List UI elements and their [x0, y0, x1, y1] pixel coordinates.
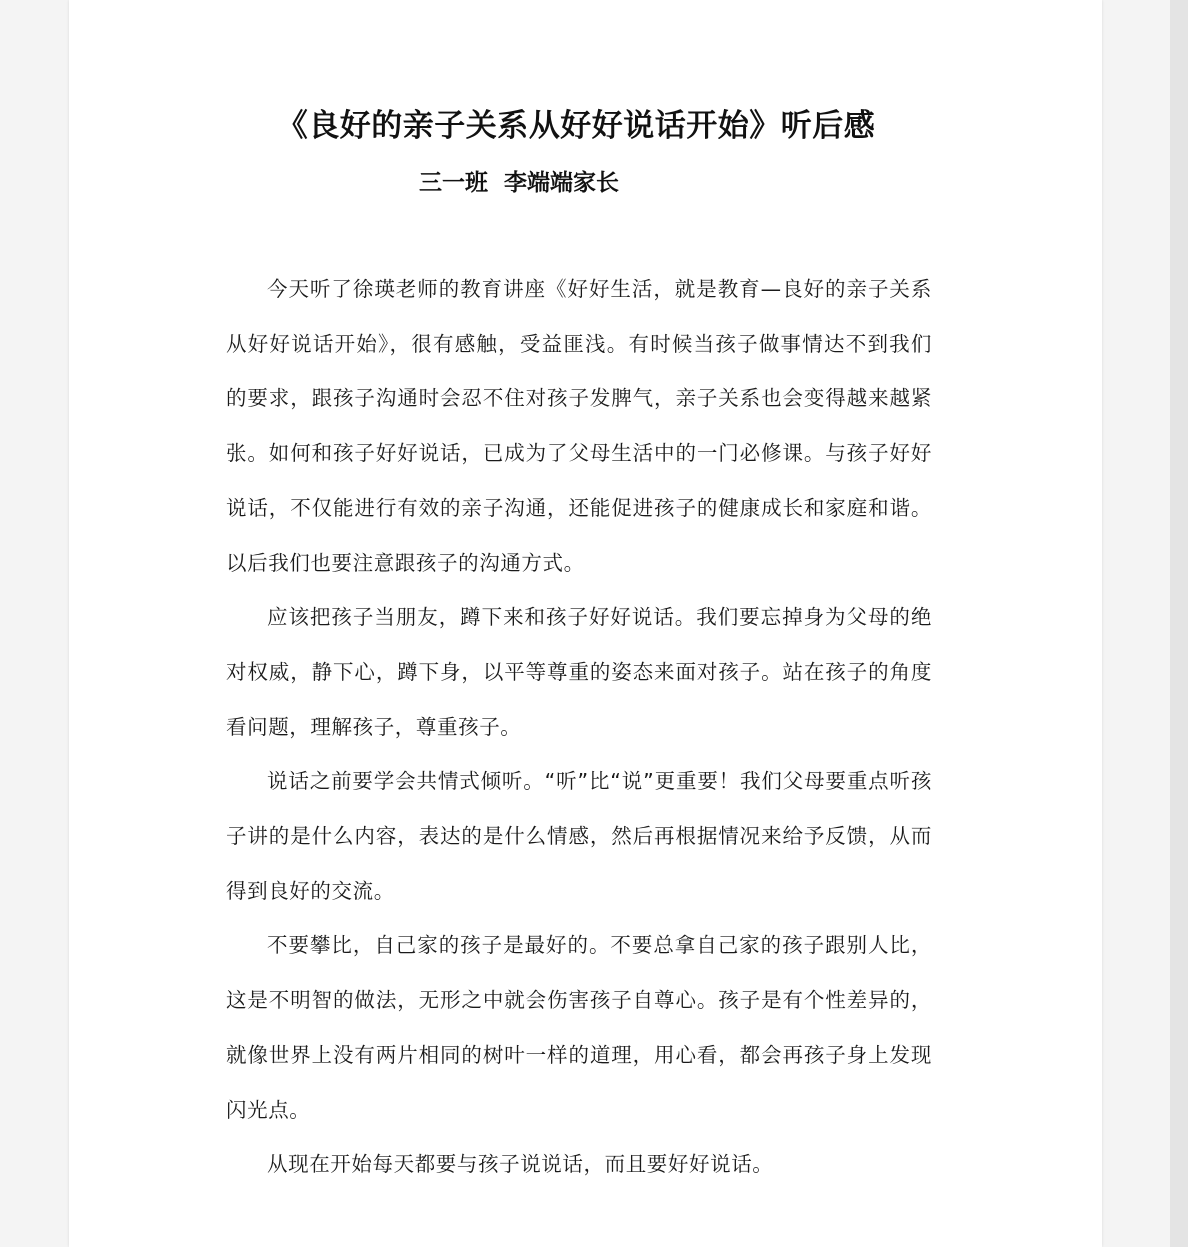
paragraph: 应该把孩子当朋友，蹲下来和孩子好好说话。我们要忘掉身为父母的绝对权威，静下心，蹲下身，以平等尊重的姿态来面对孩子。站在孩子的角度看问题，理解孩子，尊重孩子。 — [226, 605, 932, 739]
document-page — [69, 0, 1102, 1247]
paragraph: 说话之前要学会共情式倾听。“听”比“说”更重要！我们父母要重点听孩子讲的是什么内容，表达的是什么情感，然后再根据情况来给予反馈，从而得到良好的交流。 — [226, 769, 932, 903]
author-line: 三一班 李端端家长 — [419, 170, 620, 196]
paragraph: 从现在开始每天都要与孩子说说话，而且要好好说话。 — [267, 1152, 774, 1177]
document-title: 《良好的亲子关系从好好说话开始》听后感 — [276, 108, 876, 144]
paragraph: 今天听了徐瑛老师的教育讲座《好好生活，就是教育—良好的亲子关系从好好说话开始》，很有感触，受益匪浅。有时候当孩子做事情达不到我们的要求，跟孩子沟通时会忍不住对孩子发脾气，亲子关系也会变得越来越紧张。如何和孩子好好说话，已成为了父母生活中的一门必修课。与孩子好好说话，不仅能进行有效的亲子沟通，还能促进孩子的健康成长和家庭和谐。以后我们也要注意跟孩子的沟通方式。 — [226, 277, 932, 575]
vertical-scrollbar[interactable] — [1170, 0, 1188, 1247]
document-body — [226, 262, 932, 1192]
paragraph: 不要攀比，自己家的孩子是最好的。不要总拿自己家的孩子跟别人比，这是不明智的做法，无形之中就会伤害孩子自尊心。孩子是有个性差异的，就像世界上没有两片相同的树叶一样的道理，用心看，都会再孩子身上发现闪光点。 — [226, 933, 932, 1122]
